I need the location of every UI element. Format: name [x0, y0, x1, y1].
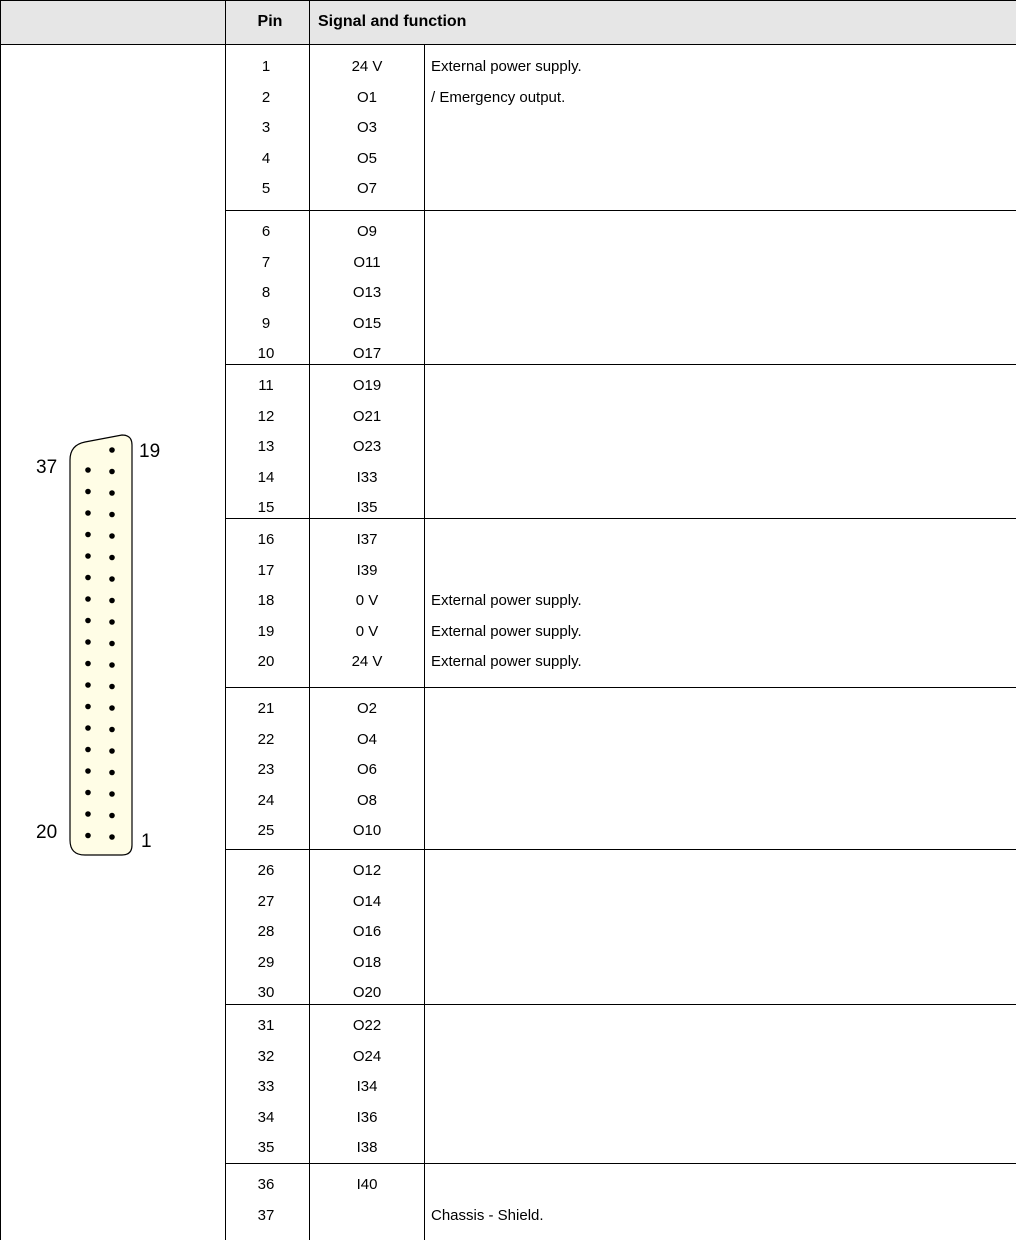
table-row: [225, 1202, 1016, 1232]
signal-name: O5: [356, 149, 377, 167]
pin-number: 37: [257, 1206, 275, 1224]
connector-pin: [109, 748, 115, 754]
group-separator: [225, 687, 1016, 688]
signal-name: O16: [352, 923, 382, 940]
signal-name: O13: [352, 284, 382, 301]
signal-name: I38: [356, 1139, 378, 1156]
connector-pin: [85, 553, 91, 559]
signal-name: O6: [356, 761, 377, 778]
signal-name: O1: [356, 88, 377, 106]
pin-number: 14: [257, 468, 275, 486]
table-row: [225, 1104, 1016, 1134]
pin-number: 15: [257, 499, 275, 516]
pin-number: 2: [261, 88, 271, 106]
pin-number: 17: [257, 561, 275, 579]
table-row: [225, 726, 1016, 756]
signal-name: I35: [356, 499, 378, 516]
connector-pin: [85, 575, 91, 581]
connector-pin: [109, 490, 115, 496]
connector-pin: [85, 618, 91, 624]
header-signal-function: Signal and function: [318, 13, 467, 30]
table-row: [225, 279, 1016, 309]
connector-pin: [109, 619, 115, 625]
table-row: [225, 1043, 1016, 1073]
pin-number: 16: [257, 531, 275, 548]
pin-number: 18: [257, 592, 275, 609]
pin-number: 35: [257, 1139, 275, 1156]
signal-name: I39: [356, 561, 378, 579]
connector-pin: [109, 512, 115, 518]
connector-pin: [109, 662, 115, 668]
signal-name: O2: [356, 700, 377, 717]
table-row: [225, 1134, 1016, 1164]
signal-name: O20: [352, 984, 382, 1001]
table-row: [225, 218, 1016, 248]
pin-number: 12: [257, 407, 275, 425]
pin-number: 1: [261, 58, 271, 75]
table-row: [225, 403, 1016, 433]
group-separator: [225, 849, 1016, 850]
table-row: [225, 175, 1016, 205]
header-pin: Pin: [257, 13, 283, 30]
signal-name: I33: [356, 468, 378, 486]
signal-name: O21: [352, 407, 382, 425]
table-row: [225, 84, 1016, 114]
connector-label-20: 20: [36, 822, 58, 843]
pin-number: 9: [261, 314, 271, 332]
function-description: External power supply.: [431, 58, 582, 75]
connector-pin: [85, 768, 91, 774]
pin-number: 24: [257, 791, 275, 809]
pin-number: 4: [261, 149, 271, 167]
connector-pin: [85, 467, 91, 473]
table-row: [225, 464, 1016, 494]
connector-label-1: 1: [141, 831, 152, 852]
connector-pin: [85, 704, 91, 710]
connector-pin: [85, 833, 91, 839]
table-row: [225, 787, 1016, 817]
table-row: [225, 918, 1016, 948]
pin-number: 10: [257, 345, 275, 362]
connector-pin: [109, 813, 115, 819]
signal-name: O14: [352, 892, 382, 910]
pin-number: 34: [257, 1108, 275, 1126]
connector-pin: [109, 598, 115, 604]
function-description: / Emergency output.: [431, 88, 566, 106]
connector-pin: [85, 639, 91, 645]
table-row: [225, 648, 1016, 678]
signal-name: O17: [352, 345, 382, 362]
signal-name: O7: [356, 180, 377, 197]
function-description: External power supply.: [431, 622, 582, 640]
connector-shell: [70, 435, 132, 855]
table-row: [225, 526, 1016, 556]
table-row: [225, 857, 1016, 887]
connector-label-37: 37: [36, 457, 58, 478]
group-separator: [225, 1004, 1016, 1005]
table-row: [225, 756, 1016, 786]
connector-pin: [109, 555, 115, 561]
signal-name: O8: [356, 791, 377, 809]
signal-name: O15: [352, 314, 382, 332]
table-row: [225, 587, 1016, 617]
group-separator: [225, 518, 1016, 519]
group-separator: [225, 1163, 1016, 1164]
table-row: [225, 557, 1016, 587]
table-row: [225, 949, 1016, 979]
connector-pin: [109, 469, 115, 475]
signal-name: I37: [356, 531, 378, 548]
connector-pin: [109, 641, 115, 647]
pin-number: 27: [257, 892, 275, 910]
pin-number: 26: [257, 862, 275, 879]
connector-pin: [109, 447, 115, 453]
function-description: External power supply.: [431, 653, 582, 670]
table-row: [225, 310, 1016, 340]
table-row: [225, 618, 1016, 648]
pin-number: 29: [257, 953, 275, 971]
pin-number: 25: [257, 822, 275, 839]
signal-name: O19: [352, 377, 382, 394]
connector-pin: [109, 684, 115, 690]
function-description: External power supply.: [431, 592, 582, 609]
signal-name: 24 V: [351, 653, 383, 670]
pin-number: 36: [257, 1176, 275, 1193]
signal-name: 0 V: [355, 592, 379, 609]
connector-pin: [85, 725, 91, 731]
table-border-left: [0, 0, 1, 1240]
connector-pin: [109, 705, 115, 711]
connector-pin: [85, 489, 91, 495]
signal-name: O11: [353, 253, 381, 271]
signal-name: O4: [356, 730, 377, 748]
table-row: [225, 494, 1016, 524]
signal-name: 24 V: [351, 58, 383, 75]
signal-name: O22: [352, 1017, 382, 1034]
connector-pin: [85, 510, 91, 516]
table-row: [225, 433, 1016, 463]
signal-name: O3: [356, 119, 377, 136]
table-row: [225, 114, 1016, 144]
table-row: [225, 817, 1016, 847]
signal-name: 0 V: [355, 622, 379, 640]
table-row: [225, 1012, 1016, 1042]
pin-number: 13: [257, 438, 275, 455]
pin-number: 28: [257, 923, 275, 940]
table-row: [225, 695, 1016, 725]
pin-number: 3: [261, 119, 271, 136]
connector-pin: [85, 747, 91, 753]
signal-name: O12: [352, 862, 382, 879]
connector-pin: [85, 532, 91, 538]
pin-number: 23: [257, 761, 275, 778]
pin-number: 6: [261, 223, 271, 240]
connector-pin: [109, 791, 115, 797]
connector-pin: [85, 811, 91, 817]
pin-number: 32: [257, 1047, 275, 1065]
connector-pin: [109, 727, 115, 733]
signal-name: I36: [356, 1108, 378, 1126]
connector-pin: [109, 533, 115, 539]
pin-number: 7: [261, 253, 271, 271]
table-row: [225, 372, 1016, 402]
connector-pin: [85, 682, 91, 688]
table-row: [225, 1073, 1016, 1103]
pin-number: 11: [258, 377, 274, 394]
pin-number: 8: [261, 284, 271, 301]
pin-number: 22: [257, 730, 275, 748]
signal-name: O9: [356, 223, 377, 240]
group-separator: [225, 364, 1016, 365]
table-row: [225, 53, 1016, 83]
signal-name: O10: [352, 822, 382, 839]
table-row: [225, 888, 1016, 918]
pin-number: 21: [257, 700, 275, 717]
connector-pin: [85, 596, 91, 602]
signal-name: I40: [356, 1176, 378, 1193]
pin-number: 30: [257, 984, 275, 1001]
pin-number: 19: [257, 622, 275, 640]
pin-number: 20: [257, 653, 275, 670]
connector-pin: [109, 576, 115, 582]
table-row: [225, 145, 1016, 175]
group-separator: [225, 210, 1016, 211]
connector-pin: [85, 661, 91, 667]
signal-name: I34: [356, 1078, 378, 1095]
connector-label-19: 19: [139, 441, 161, 462]
db37-connector-diagram: [60, 430, 140, 860]
function-description: Chassis - Shield.: [431, 1206, 544, 1224]
signal-name: O18: [352, 953, 382, 971]
table-row: [225, 249, 1016, 279]
pin-number: 33: [257, 1078, 275, 1095]
connector-pin: [109, 834, 115, 840]
connector-pin: [85, 790, 91, 796]
pin-number: 5: [261, 180, 271, 197]
table-row: [225, 1171, 1016, 1201]
connector-pin: [109, 770, 115, 776]
table-row: [225, 340, 1016, 370]
pin-number: 31: [257, 1017, 275, 1034]
table-header: [0, 0, 1016, 45]
signal-name: O24: [352, 1047, 382, 1065]
signal-name: O23: [352, 438, 382, 455]
